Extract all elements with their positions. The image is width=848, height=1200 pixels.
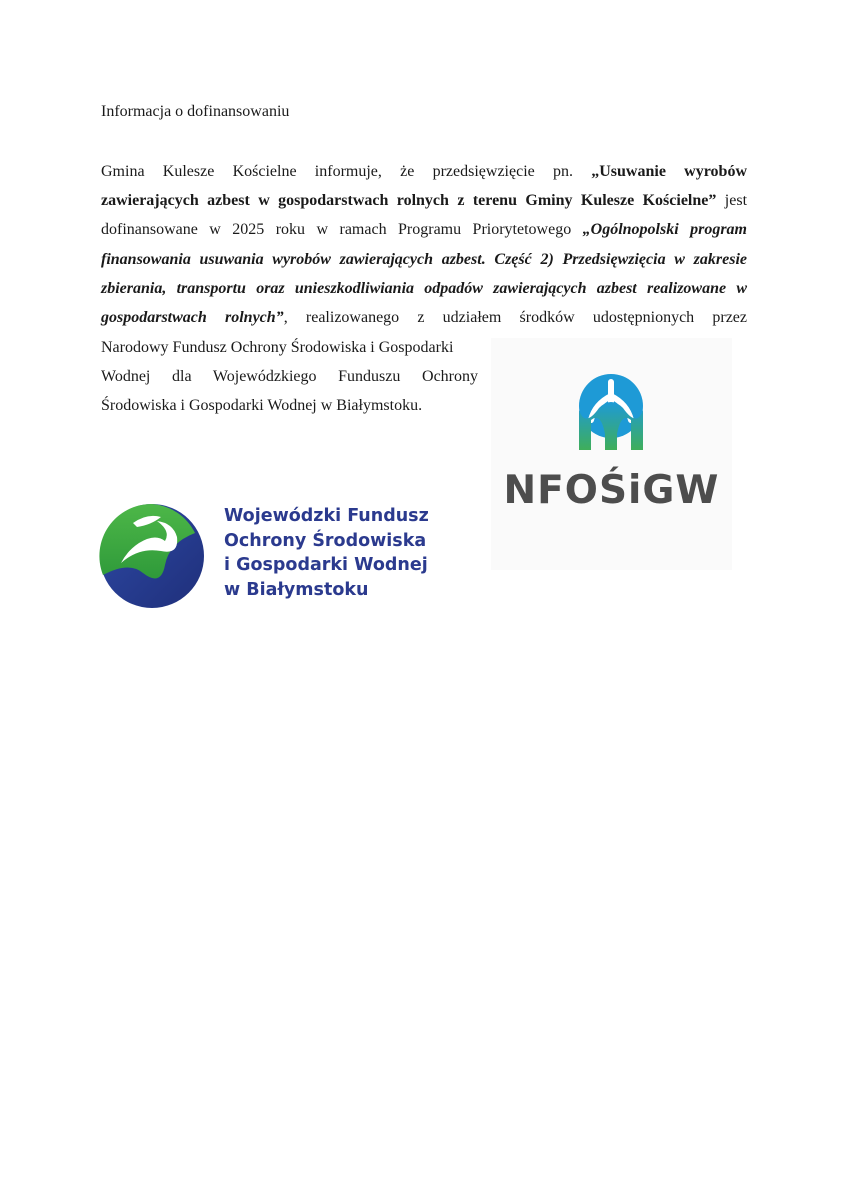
nfosigw-wordmark: NFOŚiGW <box>503 468 720 513</box>
paragraph-line <box>101 215 747 244</box>
paragraph-text: jest <box>716 192 748 210</box>
paragraph-line <box>101 157 747 186</box>
paragraph-line <box>101 245 747 274</box>
wfosigw-name-line: w Białymstoku <box>224 579 369 600</box>
paragraph-line <box>101 274 747 303</box>
wfosigw-name-line: i Gospodarki Wodnej <box>224 555 428 575</box>
wfosigw-name-line: Ochrony Środowiska <box>224 530 427 551</box>
program-name: zbierania, transportu oraz unieszkodliwiania odpadów zawierających azbest realizowane w <box>101 279 747 297</box>
paragraph-text: Gmina Kulesze Kościelne informuje, że przedsięwzięcie pn. <box>101 163 592 180</box>
project-title-start: „Usuwanie wyrobów <box>591 163 747 180</box>
document-heading: Informacja o dofinansowaniu <box>101 103 290 120</box>
paragraph-text: dofinansowane w 2025 roku w ramach Programu Priorytetowego <box>101 221 583 239</box>
program-name-end: gospodarstwach rolnych” <box>101 309 284 327</box>
wfosigw-logo <box>99 500 429 610</box>
program-name: finansowania usuwania wyrobów zawierających azbest. Część 2) Przedsięwzięcia w zakresie <box>101 250 747 268</box>
body-paragraph-continued <box>101 333 478 421</box>
paragraph-line <box>101 186 747 215</box>
wfosigw-emblem-icon <box>99 503 207 609</box>
paragraph-line: Narodowy Fundusz Ochrony Środowiska i Gospodarki <box>101 339 454 356</box>
paragraph-text: , realizowanego z udziałem środków udostępnionych przez <box>283 309 748 327</box>
paragraph-line: Wodnej dla Wojewódzkiego Funduszu Ochrony <box>101 368 478 386</box>
wfosigw-name-line: Wojewódzki Fundusz <box>224 506 429 526</box>
nfosigw-emblem-icon <box>491 338 732 570</box>
paragraph-line <box>101 303 747 332</box>
paragraph-line: Środowiska i Gospodarki Wodnej w Białymstoku. <box>101 397 423 415</box>
project-title-end: zawierających azbest w gospodarstwach rolnych z terenu Gminy Kulesze Kościelne” <box>101 192 717 210</box>
wfosigw-name <box>224 504 429 602</box>
program-name-start: „Ogólnopolski program <box>582 221 747 239</box>
nfosigw-logo <box>491 338 732 570</box>
body-paragraph <box>101 157 747 332</box>
